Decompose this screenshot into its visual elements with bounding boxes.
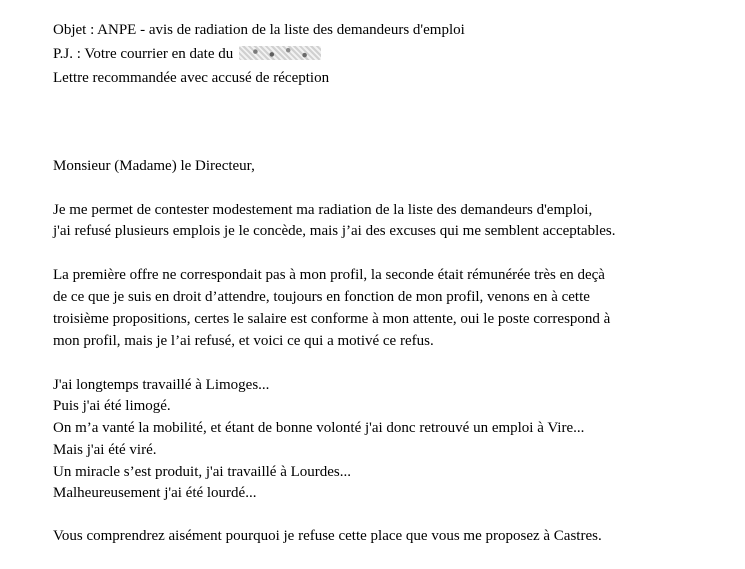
salutation: Monsieur (Madame) le Directeur, [53, 158, 255, 174]
paragraph-3-line-1: J'ai longtemps travaillé à Limoges... [53, 377, 270, 393]
paragraph-3-line-2: Puis j'ai été limogé. [53, 398, 171, 414]
paragraph-1-line-2: j'ai refusé plusieurs emplois je le concède, mais j’ai des excuses qui me semblent acceptables. [53, 223, 616, 239]
paragraph-3-line-4: Mais j'ai été viré. [53, 442, 157, 458]
paragraph-3-line-5: Un miracle s’est produit, j'ai travaillé à Lourdes... [53, 464, 352, 480]
paragraph-2-line-3: troisième propositions, certes le salaire est conforme à mon attente, oui le poste correspond à [53, 311, 611, 327]
subject-line: Objet : ANPE - avis de radiation de la liste des demandeurs d'emploi [53, 22, 465, 38]
delivery-note: Lettre recommandée avec accusé de réception [53, 70, 330, 86]
redacted-date-mark [239, 46, 321, 60]
attachment-label: P.J. : Votre courrier en date du [53, 46, 234, 62]
paragraph-3-line-6: Malheureusement j'ai été lourdé... [53, 485, 257, 501]
paragraph-1-line-1: Je me permet de contester modestement ma radiation de la liste des demandeurs d'emploi, [53, 202, 593, 218]
paragraph-2-line-2: de ce que je suis en droit d’attendre, toujours en fonction de mon profil, venons en à cette [53, 289, 590, 305]
conclusion: Vous comprendrez aisément pourquoi je refuse cette place que vous me proposez à Castres. [53, 528, 602, 544]
paragraph-3-line-3: On m’a vanté la mobilité, et étant de bonne volonté j'ai donc retrouvé un emploi à Vire... [53, 420, 585, 436]
paragraph-2-line-4: mon profil, mais je l’ai refusé, et voici ce qui a motivé ce refus. [53, 333, 434, 349]
paragraph-2-line-1: La première offre ne correspondait pas à mon profil, la seconde était rémunérée très en deçà [53, 267, 605, 283]
attachment-line [53, 43, 321, 65]
